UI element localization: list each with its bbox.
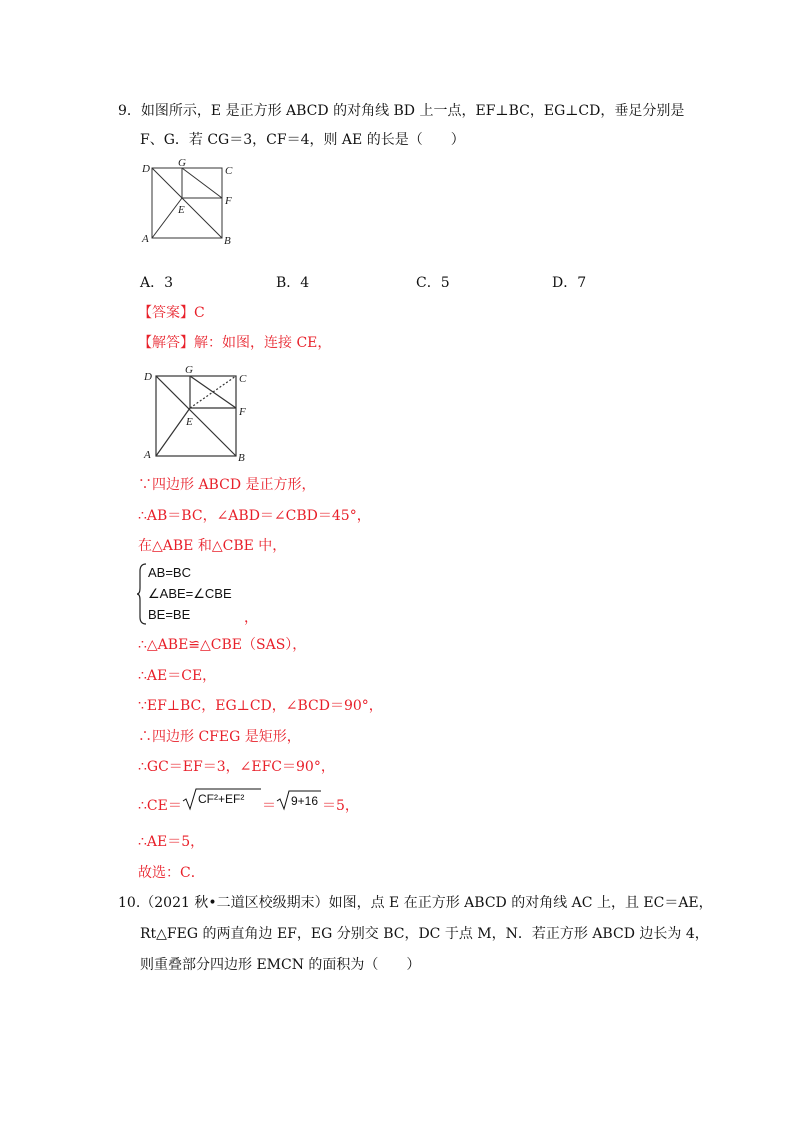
- step-8: ∴GC＝EF＝3，∠EFC＝90°，: [138, 759, 335, 775]
- radicand-2: 9+16: [291, 794, 319, 808]
- label-a: A: [142, 233, 149, 245]
- label-e-2: E: [186, 416, 193, 428]
- system-eq-1: AB=BC: [148, 565, 191, 580]
- label-c: C: [225, 165, 233, 177]
- label-f-2: F: [239, 406, 246, 418]
- ce-tail: ＝5，: [322, 798, 359, 814]
- label-d: D: [142, 163, 150, 175]
- step-7: ∴四边形 CFEG 是矩形，: [138, 729, 301, 745]
- q9-stem-line2: F、G．若 CG＝3，CF＝4，则 AE 的长是（ ）: [140, 132, 465, 148]
- label-c-2: C: [239, 373, 247, 385]
- step-1: ∵四边形 ABCD 是正方形，: [138, 477, 316, 493]
- segment-ae-2: [156, 408, 190, 456]
- choice-b: B．4: [276, 275, 310, 291]
- step-2: ∴AB＝BC，∠ABD＝∠CBD＝45°，: [138, 508, 371, 524]
- choice-c: C．5: [416, 275, 450, 291]
- step-6: ∵EF⊥BC，EG⊥CD，∠BCD＝90°，: [138, 698, 383, 714]
- label-b: B: [224, 235, 231, 247]
- choice-a: A．3: [140, 275, 174, 291]
- system-tail: ，: [244, 610, 258, 626]
- label-b-2: B: [238, 452, 245, 462]
- analysis-head: 【解答】解：如图，连接 CE，: [138, 335, 332, 351]
- final-choice: 故选：C．: [138, 865, 205, 881]
- q9-stem-line1: 9．如图所示，E 是正方形 ABCD 的对角线 BD 上一点，EF⊥BC，EG⊥CD，垂足分别是: [118, 103, 685, 119]
- step-3: 在△ABE 和△CBE 中，: [138, 538, 287, 554]
- step-5: ∴AE＝CE，: [138, 668, 217, 684]
- system-eq-2: ∠ABE=∠CBE: [148, 586, 232, 601]
- system-eq-3: BE=BE: [148, 607, 191, 622]
- diagonal-bd-2: [156, 376, 236, 456]
- q9-figure: [138, 156, 242, 248]
- label-g: G: [178, 157, 186, 169]
- step-4: ∴△ABE≌△CBE（SAS），: [138, 637, 307, 653]
- label-g-2: G: [185, 364, 193, 376]
- step-ae: ∴AE＝5，: [138, 834, 205, 850]
- ce-prefix: ∴CE＝: [138, 798, 182, 814]
- label-a-2: A: [144, 449, 151, 461]
- label-e: E: [178, 204, 185, 216]
- system-brace: [136, 563, 148, 629]
- label-d-2: D: [144, 371, 152, 383]
- q9-solution-figure: [138, 362, 258, 462]
- segment-gf: [182, 168, 222, 198]
- ce-eq: ＝: [262, 798, 276, 814]
- q10-stem-line1: 10.（2021 秋•二道区校级期末）如图，点 E 在正方形 ABCD 的对角线 AC 上，且 EC＝AE，: [118, 895, 713, 911]
- answer-line: 【答案】C: [138, 305, 205, 321]
- choice-d: D．7: [552, 275, 587, 291]
- radicand-1: CF²+EF²: [198, 792, 245, 806]
- q10-stem-line3: 则重叠部分四边形 EMCN 的面积为（ ）: [140, 957, 421, 973]
- label-f: F: [225, 195, 232, 207]
- q10-stem-line2: Rt△FEG 的两直角边 EF，EG 分别交 BC，DC 于点 M，N．若正方形 ABCD 边长为 4，: [140, 926, 709, 942]
- diagonal-bd: [152, 168, 222, 238]
